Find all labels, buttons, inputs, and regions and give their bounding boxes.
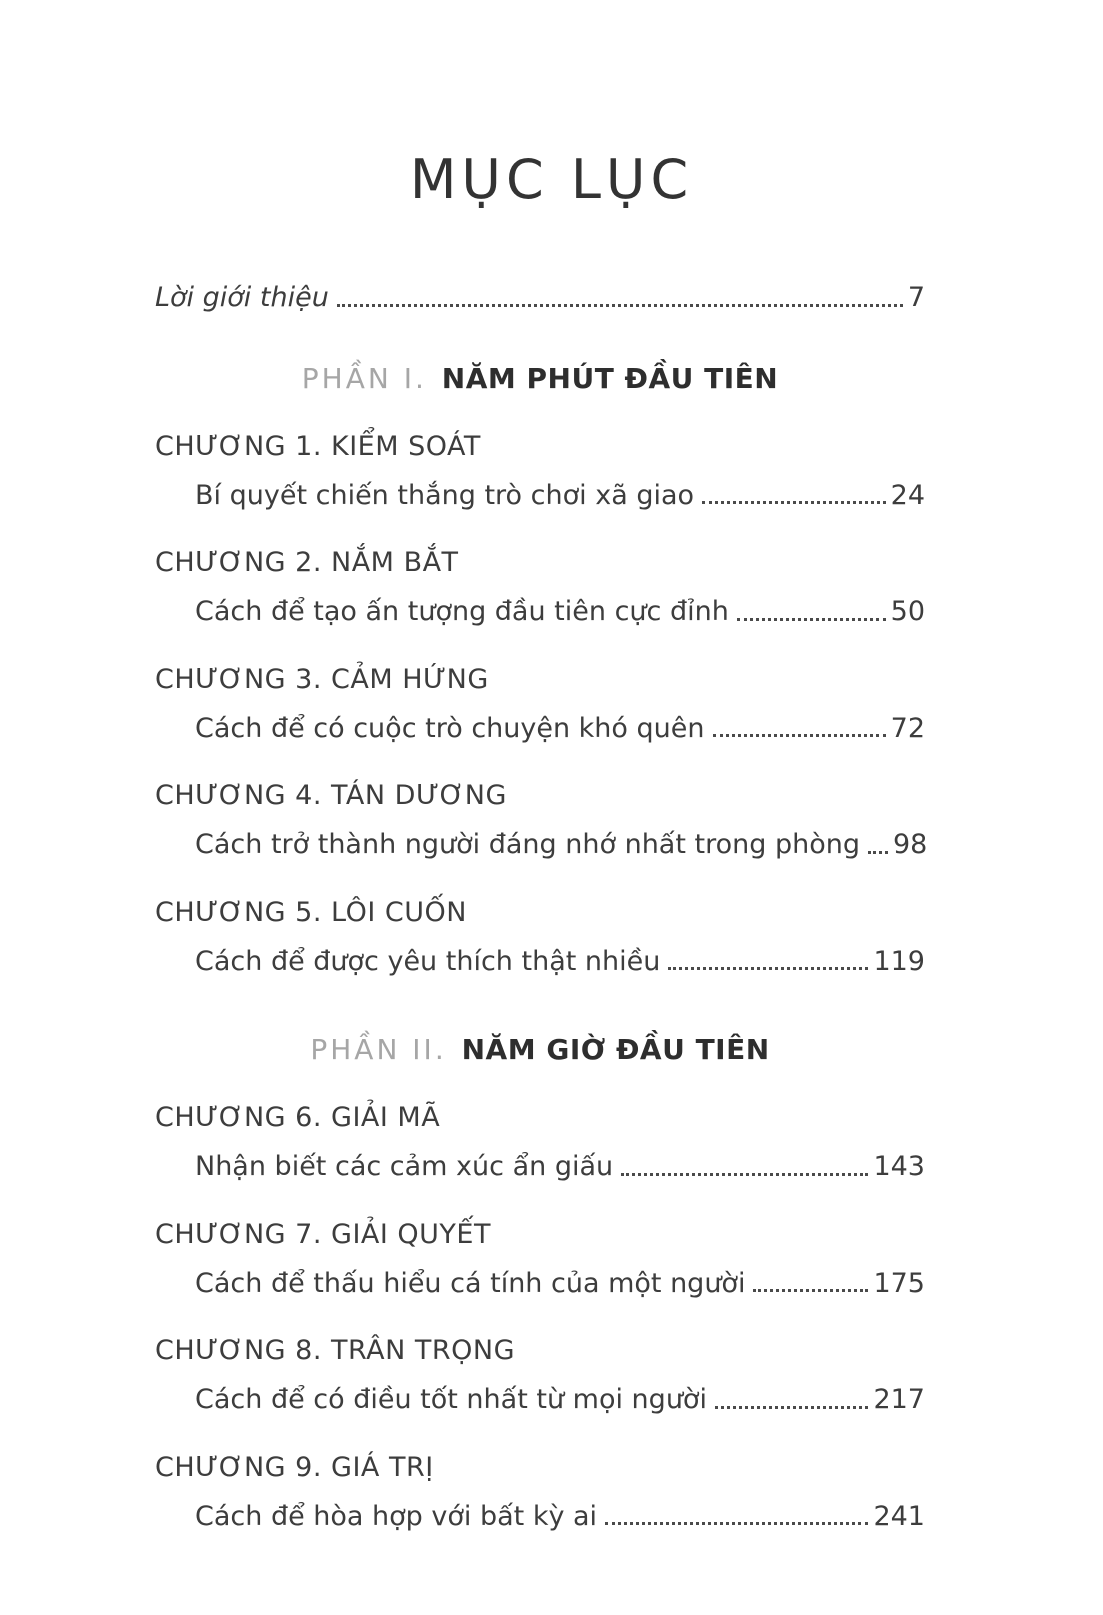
chapter-subtitle: Cách để thấu hiểu cá tính của một người xyxy=(195,1267,746,1299)
chapter-title: CHƯƠNG 2. NẮM BẮT xyxy=(155,547,459,579)
table-of-contents xyxy=(0,281,1103,1533)
part-label: PHẦN I. xyxy=(301,361,427,395)
dot-leader xyxy=(753,1289,868,1292)
chapter-page-number: 143 xyxy=(873,1151,925,1182)
chapter-title: CHƯƠNG 6. GIẢI MÃ xyxy=(155,1102,441,1134)
chapter-title: CHƯƠNG 5. LÔI CUỐN xyxy=(155,896,467,928)
chapter-subtitle-row xyxy=(155,828,928,862)
chapter-subtitle-row xyxy=(155,1383,925,1417)
dot-leader xyxy=(702,501,886,504)
chapter-page-number: 241 xyxy=(873,1500,925,1532)
dot-leader xyxy=(621,1173,868,1176)
toc-chapter-2 xyxy=(155,546,925,629)
chapter-page-number: 24 xyxy=(890,479,925,511)
dot-leader xyxy=(713,734,886,737)
chapter-subtitle-row xyxy=(155,712,925,746)
chapter-subtitle-row xyxy=(155,1500,925,1534)
chapter-subtitle: Cách để tạo ấn tượng đầu tiên cực đỉnh xyxy=(195,596,729,627)
chapter-title: CHƯƠNG 4. TÁN DƯƠNG xyxy=(155,780,507,812)
chapter-page-number: 119 xyxy=(873,945,925,977)
part-label: PHẦN II. xyxy=(310,1033,447,1067)
part-title: NĂM PHÚT ĐẦU TIÊN xyxy=(441,361,779,395)
toc-chapter-4 xyxy=(155,779,928,862)
chapter-page-number: 175 xyxy=(873,1267,925,1299)
part-heading-2 xyxy=(155,1032,925,1067)
toc-chapter-3 xyxy=(155,663,925,746)
chapter-page-number: 98 xyxy=(893,829,928,860)
intro-label: Lời giới thiệu xyxy=(155,282,329,313)
chapter-subtitle: Cách để hòa hợp với bất kỳ ai xyxy=(195,1500,598,1532)
chapter-title: CHƯƠNG 8. TRÂN TRỌNG xyxy=(155,1335,516,1367)
chapter-page-number: 50 xyxy=(890,596,925,627)
chapter-subtitle-row xyxy=(155,479,925,513)
dot-leader xyxy=(668,967,868,970)
part-title: NĂM GIỜ ĐẦU TIÊN xyxy=(461,1033,770,1067)
toc-chapter-7 xyxy=(155,1218,925,1301)
chapter-subtitle-row xyxy=(155,945,925,979)
dot-leader xyxy=(737,618,886,621)
dot-leader xyxy=(605,1522,868,1525)
toc-chapter-5 xyxy=(155,896,925,979)
chapter-title: CHƯƠNG 3. CẢM HỨNG xyxy=(155,663,489,695)
dot-leader xyxy=(337,304,903,307)
chapter-subtitle-row xyxy=(155,1150,925,1184)
page-title: MỤC LỤC xyxy=(409,148,694,211)
dot-leader xyxy=(715,1406,869,1409)
chapter-subtitle: Cách để có điều tốt nhất từ mọi người xyxy=(195,1384,707,1415)
chapter-subtitle: Cách để được yêu thích thật nhiều xyxy=(195,945,661,977)
chapter-title: CHƯƠNG 9. GIÁ TRỊ xyxy=(155,1451,434,1483)
part-heading-1 xyxy=(155,361,925,396)
chapter-subtitle: Bí quyết chiến thắng trò chơi xã giao xyxy=(195,479,695,511)
dot-leader xyxy=(868,851,888,854)
chapter-subtitle-row xyxy=(155,1267,925,1301)
chapter-subtitle: Nhận biết các cảm xúc ẩn giấu xyxy=(195,1151,614,1182)
chapter-subtitle-row xyxy=(155,595,925,629)
toc-chapter-6 xyxy=(155,1101,925,1184)
toc-chapter-8 xyxy=(155,1334,925,1417)
chapter-title: CHƯƠNG 1. KIỂM SOÁT xyxy=(155,430,481,462)
chapter-page-number: 72 xyxy=(890,712,925,744)
intro-page-number: 7 xyxy=(907,282,925,313)
chapter-title: CHƯƠNG 7. GIẢI QUYẾT xyxy=(155,1218,491,1250)
chapter-subtitle: Cách trở thành người đáng nhớ nhất trong phòng xyxy=(195,829,860,860)
intro-entry xyxy=(155,281,925,315)
chapter-page-number: 217 xyxy=(873,1384,925,1415)
chapter-subtitle: Cách để có cuộc trò chuyện khó quên xyxy=(195,712,705,744)
toc-chapter-9 xyxy=(155,1451,925,1534)
toc-chapter-1 xyxy=(155,430,925,513)
